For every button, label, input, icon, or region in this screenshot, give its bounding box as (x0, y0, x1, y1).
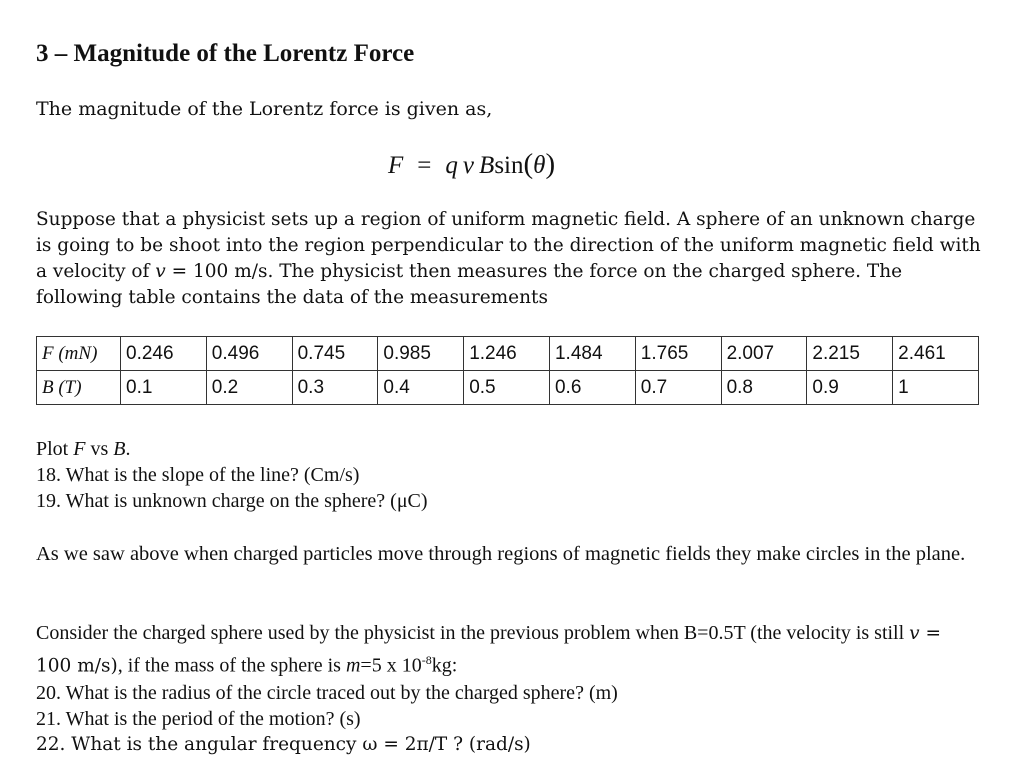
table-cell: 0.246 (121, 337, 207, 371)
table-cell: 2.461 (893, 337, 979, 371)
table-cell: 0.5 (464, 371, 550, 405)
plot-text: Plot (36, 438, 74, 460)
table-cell: 1.246 (464, 337, 550, 371)
field-symbol: B (113, 438, 126, 460)
table-cell: 1.484 (549, 337, 635, 371)
table-cell: 2.215 (807, 337, 893, 371)
equation-v: v (462, 152, 475, 179)
question-19: 19. What is unknown charge on the sphere? (μC) (36, 490, 428, 512)
table-cell: 0.745 (292, 337, 378, 371)
problem-text-end: = 100 m/s. The physicist then measures the force on the charged sphere. The following table contains the data of the measurements (36, 261, 903, 308)
section-heading: 3 – Magnitude of the Lorentz Force (36, 40, 415, 67)
equation-theta: θ (533, 152, 546, 179)
plot-instruction (36, 436, 428, 462)
table-cell: 0.3 (292, 371, 378, 405)
intro-text: The magnitude of the Lorentz force is given as, (36, 98, 493, 120)
mass-exponent: -8 (421, 653, 432, 667)
problem-paragraph (36, 207, 981, 311)
lorentz-equation (388, 148, 555, 181)
table-cell: 0.7 (635, 371, 721, 405)
equation-close-paren: ) (545, 148, 556, 180)
measurement-table (36, 336, 979, 405)
question-21: 21. What is the period of the motion? (s) (36, 707, 361, 730)
equation-q: q (445, 152, 458, 179)
followup-text (36, 620, 981, 680)
circles-paragraph: As we saw above when charged particles move through regions of magnetic fields they make circles in the plane. (36, 543, 966, 565)
table-row-field (37, 371, 979, 405)
equation-lhs: F (388, 152, 404, 179)
row-label-force: F (mN) (37, 337, 121, 371)
table-row-force (37, 337, 979, 371)
table-cell: 2.007 (721, 337, 807, 371)
table-cell: 1 (893, 371, 979, 405)
table-cell: 0.2 (206, 371, 292, 405)
followup-text-1: Consider the charged sphere used by the physicist in the previous problem when B=0.5T (the velocity is still (36, 622, 910, 644)
equation-b: B (479, 152, 495, 179)
table-cell: 0.9 (807, 371, 893, 405)
question-18: 18. What is the slope of the line? (Cm/s) (36, 464, 360, 486)
plot-text-vs: vs (85, 438, 114, 460)
table-cell: 0.1 (121, 371, 207, 405)
table-cell: 1.765 (635, 337, 721, 371)
table-cell: 0.496 (206, 337, 292, 371)
velocity-value: = 100 m/s) (36, 623, 942, 677)
table-cell: 0.985 (378, 337, 464, 371)
velocity-symbol-2: v (909, 623, 920, 644)
question-list-1 (36, 436, 428, 514)
table-cell: 0.4 (378, 371, 464, 405)
table-cell: 0.8 (721, 371, 807, 405)
equation-equals: = (417, 152, 432, 179)
table-cell: 0.6 (549, 371, 635, 405)
problem-text-start: Suppose that a physicist sets up a region of uniform magnetic field. A sphere of an unknown charge is going to be shoot into the region perpendicular to the direction of the uniform magnetic field with a velocity of (36, 209, 981, 282)
mass-value: =5 x 10 (360, 654, 422, 677)
velocity-symbol: v (155, 261, 166, 282)
equation-open-paren: ( (523, 148, 534, 180)
question-22: 22. What is the angular frequency ω = 2π/T ? (rad/s) (36, 733, 531, 755)
equation-sin: sin (494, 152, 524, 179)
force-symbol: F (73, 438, 86, 460)
plot-text-end: . (125, 438, 131, 460)
question-20: 20. What is the radius of the circle traced out by the charged sphere? (m) (36, 681, 618, 704)
mass-symbol: m (345, 654, 361, 677)
followup-text-3: , if the mass of the sphere is (117, 654, 346, 677)
followup-paragraph (36, 620, 981, 758)
row-label-field: B (T) (37, 371, 121, 405)
mass-unit: kg: (431, 654, 458, 677)
